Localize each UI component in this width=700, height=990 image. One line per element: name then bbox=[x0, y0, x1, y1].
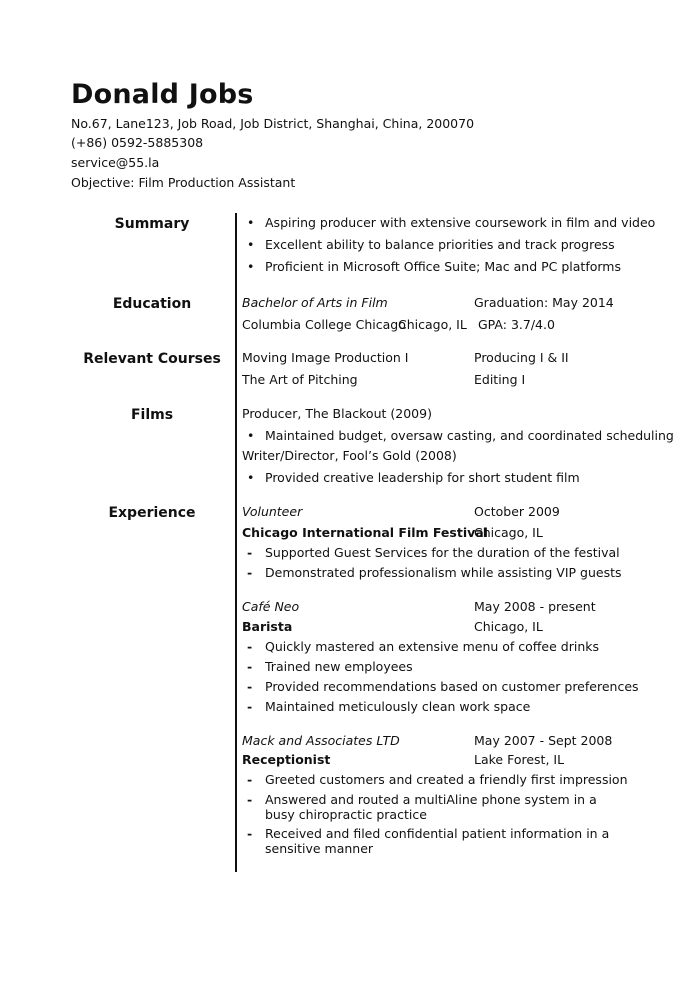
job-location: Lake Forest, IL bbox=[474, 752, 565, 767]
objective: Objective: Film Production Assistant bbox=[71, 175, 296, 190]
section-title-films: Films bbox=[130, 407, 174, 423]
job-role: Mack and Associates LTD bbox=[242, 733, 400, 748]
section-title-summary: Summary bbox=[114, 216, 190, 232]
dash-marker: - bbox=[247, 565, 253, 580]
dash-marker: - bbox=[247, 792, 253, 807]
job-bullet: Trained new employees bbox=[265, 659, 413, 674]
job-date: May 2008 - present bbox=[474, 599, 596, 614]
job-bullet: Quickly mastered an extensive menu of coffee drinks bbox=[265, 639, 599, 654]
job-bullet: Supported Guest Services for the duration of the festival bbox=[265, 545, 620, 560]
course-item: Producing I & II bbox=[474, 350, 569, 365]
section-title-experience: Experience bbox=[108, 505, 196, 521]
job-bullet: Provided recommendations based on customer preferences bbox=[265, 679, 639, 694]
bullet-marker: • bbox=[247, 215, 255, 230]
film-credit: Producer, The Blackout (2009) bbox=[242, 406, 432, 421]
dash-marker: - bbox=[247, 545, 253, 560]
job-bullet: Maintained meticulously clean work space bbox=[265, 699, 531, 714]
section-title-courses: Relevant Courses bbox=[83, 351, 221, 367]
job-bullet: Answered and routed a multiAline phone system in a busy chiropractic practice bbox=[265, 792, 597, 822]
course-item: Editing I bbox=[474, 372, 526, 387]
section-title-education: Education bbox=[112, 296, 192, 312]
film-credit: Writer/Director, Fool’s Gold (2008) bbox=[242, 448, 457, 463]
address: No.67, Lane123, Job Road, Job District, Shanghai, China, 200070 bbox=[71, 116, 475, 131]
job-bullet: Demonstrated professionalism while assisting VIP guests bbox=[265, 565, 622, 580]
job-org: Receptionist bbox=[242, 752, 331, 767]
education-school: Columbia College Chicago bbox=[242, 317, 406, 332]
job-bullet: Greeted customers and created a friendly first impression bbox=[265, 772, 628, 787]
bullet-marker: • bbox=[247, 259, 255, 274]
course-item: The Art of Pitching bbox=[242, 372, 358, 387]
dash-marker: - bbox=[247, 679, 253, 694]
job-role: Café Neo bbox=[242, 599, 300, 614]
dash-marker: - bbox=[247, 659, 253, 674]
summary-item: Aspiring producer with extensive coursework in film and video bbox=[265, 215, 656, 230]
dash-marker: - bbox=[247, 699, 253, 714]
dash-marker: - bbox=[247, 826, 253, 841]
job-location: Chicago, IL bbox=[474, 525, 543, 540]
email: service@55.la bbox=[71, 155, 160, 170]
job-bullet: Received and filed confidential patient information in a sensitive manner bbox=[265, 826, 610, 856]
film-bullet: Maintained budget, oversaw casting, and coordinated scheduling bbox=[265, 428, 674, 443]
bullet-marker: • bbox=[247, 428, 255, 443]
dash-marker: - bbox=[247, 639, 253, 654]
job-role: Volunteer bbox=[242, 504, 303, 519]
education-degree: Bachelor of Arts in Film bbox=[242, 295, 388, 310]
job-date: May 2007 - Sept 2008 bbox=[474, 733, 613, 748]
bullet-marker: • bbox=[247, 237, 255, 252]
education-location: Chicago, IL bbox=[398, 317, 467, 332]
phone: (+86) 0592-5885308 bbox=[71, 135, 204, 150]
job-date: October 2009 bbox=[474, 504, 560, 519]
dash-marker: - bbox=[247, 772, 253, 787]
course-item: Moving Image Production I bbox=[242, 350, 409, 365]
job-location: Chicago, IL bbox=[474, 619, 543, 634]
job-org: Chicago International Film Festival bbox=[242, 525, 488, 540]
summary-item: Excellent ability to balance priorities and track progress bbox=[265, 237, 615, 252]
section-divider-line bbox=[235, 213, 237, 872]
summary-item: Proficient in Microsoft Office Suite; Mac and PC platforms bbox=[265, 259, 621, 274]
education-graduation: Graduation: May 2014 bbox=[474, 295, 614, 310]
resume-name: Donald Jobs bbox=[71, 79, 254, 110]
bullet-marker: • bbox=[247, 470, 255, 485]
job-org: Barista bbox=[242, 619, 293, 634]
film-bullet: Provided creative leadership for short student film bbox=[265, 470, 580, 485]
education-gpa: GPA: 3.7/4.0 bbox=[478, 317, 555, 332]
